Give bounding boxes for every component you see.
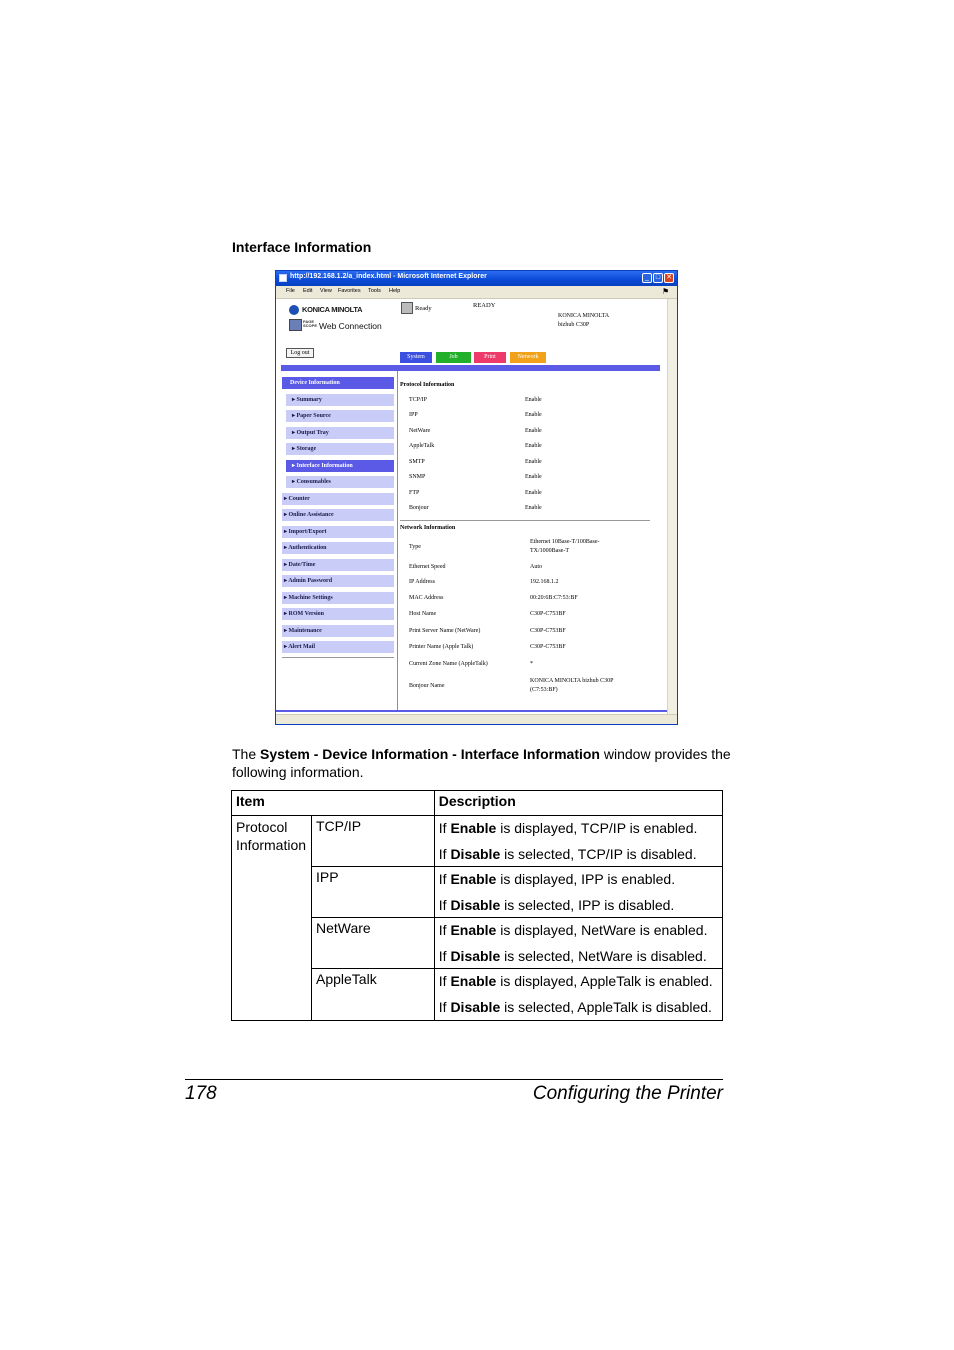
item-cell: TCP/IP: [311, 816, 434, 867]
network-field-name: Host Name: [409, 611, 437, 617]
content-divider: [397, 371, 398, 711]
tab-system[interactable]: System: [400, 352, 432, 363]
nav-label: Machine Settings: [288, 595, 333, 601]
browser-window: [275, 270, 678, 725]
section-heading: Interface Information: [232, 239, 372, 255]
nav-online-assistance[interactable]: ▸ Online Assistance: [282, 509, 394, 521]
model-line-1: KONICA MINOLTA: [558, 313, 610, 319]
item-cell: AppleTalk: [311, 969, 434, 1021]
protocol-name: SNMP: [409, 474, 426, 480]
nav-label: Online Assistance: [288, 512, 334, 518]
network-field-value: C30P-C753BF: [530, 644, 566, 650]
desc-line: If Enable is displayed, AppleTalk is enabled.: [438, 973, 713, 989]
page-number: 178: [185, 1083, 217, 1104]
nav-import-export[interactable]: ▸ Import/Export: [282, 526, 394, 538]
protocol-value: Enable: [525, 474, 542, 480]
bottom-rule: [276, 710, 667, 712]
desc-line: If Enable is displayed, NetWare is enabled.: [438, 922, 708, 938]
minimize-button[interactable]: _: [642, 273, 652, 283]
protocol-value: Enable: [525, 505, 542, 511]
item-cell: IPP: [311, 867, 434, 918]
table-header-row: [232, 791, 723, 816]
desc-line: If Enable is displayed, TCP/IP is enabled.: [438, 820, 698, 836]
network-field-name: Print Server Name (NetWare): [409, 628, 481, 634]
info-table: [231, 790, 723, 1021]
desc-line: If Enable is displayed, IPP is enabled.: [438, 871, 676, 887]
tab-job[interactable]: Job: [436, 352, 471, 363]
konica-minolta-logo-icon: [289, 305, 299, 315]
pagescope-icon: [289, 319, 302, 331]
nav-label: Paper Source: [296, 413, 331, 419]
protocol-info-title: Protocol Information: [400, 382, 455, 388]
nav-date-time[interactable]: ▸ Date/Time: [282, 559, 394, 571]
protocol-name: IPP: [409, 412, 418, 418]
ie-icon: [279, 274, 287, 282]
protocol-name: NetWare: [409, 428, 431, 434]
nav-label: Alert Mail: [288, 644, 316, 650]
nav-output-tray[interactable]: ▸ Output Tray: [286, 427, 394, 439]
pagescope-label: PAGE SCOPE: [303, 319, 318, 328]
network-field-name: MAC Address: [409, 595, 444, 601]
window-title: http://192.168.1.2/a_index.html - Microsoft Internet Explorer: [290, 273, 487, 280]
network-field-value: 00:20:6B:C7:53:BF: [530, 595, 578, 601]
nav-alert-mail[interactable]: ▸ Alert Mail: [282, 641, 394, 653]
nav-divider: [282, 657, 394, 658]
nav-label: Import/Export: [288, 529, 327, 535]
network-field-value: C30P-C753BF: [530, 611, 566, 617]
network-field-value: Auto: [530, 564, 542, 570]
header-item: Item: [232, 791, 435, 816]
description-cell: [434, 969, 722, 1021]
model-name: [558, 312, 609, 330]
nav-paper-source[interactable]: ▸ Paper Source: [286, 410, 394, 422]
protocol-value: Enable: [525, 428, 542, 434]
network-field-value: *: [530, 661, 533, 667]
nav-label: Date/Time: [288, 562, 316, 568]
status-bar: [276, 714, 677, 724]
menu-view[interactable]: View: [320, 288, 332, 294]
desc-line: If Disable is selected, NetWare is disabled.: [438, 948, 707, 964]
nav-rom-version[interactable]: ▸ ROM Version: [282, 608, 394, 620]
nav-maintenance[interactable]: ▸ Maintenance: [282, 625, 394, 637]
logout-button[interactable]: Log out: [286, 348, 314, 358]
tab-underline-bar: [281, 365, 660, 371]
desc-line: If Disable is selected, TCP/IP is disabled.: [438, 846, 697, 862]
menu-bar: [276, 286, 677, 299]
network-field-name: Type: [409, 544, 421, 550]
network-field-name: Bonjour Name: [409, 683, 445, 689]
maximize-button[interactable]: □: [653, 273, 663, 283]
network-field-value: KONICA MINOLTA bizhub C30P: [530, 678, 614, 684]
page-content: [276, 299, 667, 714]
footer-rule: [185, 1079, 723, 1080]
description-cell: [434, 867, 722, 918]
status-label: Ready: [415, 305, 432, 312]
windows-flag-icon: ⚑: [662, 287, 670, 296]
protocol-value: Enable: [525, 412, 542, 418]
intro-paragraph: [232, 745, 732, 781]
intro-text: The: [232, 746, 261, 762]
header-description: Description: [434, 791, 722, 816]
close-button[interactable]: ✕: [664, 273, 674, 283]
vertical-scrollbar[interactable]: [667, 299, 677, 714]
table-row: [232, 816, 723, 867]
description-cell: [434, 816, 722, 867]
network-field-value: (C7:53:BF): [530, 687, 558, 693]
protocol-value: Enable: [525, 443, 542, 449]
nav-machine-settings[interactable]: ▸ Machine Settings: [282, 592, 394, 604]
menu-tools[interactable]: Tools: [368, 288, 381, 294]
tab-print[interactable]: Print: [474, 352, 506, 363]
section-divider: [400, 520, 650, 521]
network-field-name: IP Address: [409, 579, 435, 585]
menu-file[interactable]: File: [286, 288, 295, 294]
nav-device-information[interactable]: Device Information: [282, 377, 394, 389]
network-field-value: TX/1000Base-T: [530, 548, 569, 554]
protocol-name: Bonjour: [409, 505, 429, 511]
nav-label: Storage: [296, 446, 317, 452]
nav-label: Summary: [296, 397, 322, 403]
desc-line: If Disable is selected, AppleTalk is disabled.: [438, 999, 712, 1015]
nav-label: Output Tray: [296, 430, 329, 436]
web-connection-label: Web Connection: [319, 321, 382, 331]
status-value: READY: [473, 302, 496, 309]
nav-label: Consumables: [296, 479, 331, 485]
tab-network[interactable]: Network: [510, 352, 546, 363]
nav-admin-password[interactable]: ▸ Admin Password: [282, 575, 394, 587]
protocol-name: SMTP: [409, 459, 425, 465]
menu-help[interactable]: Help: [389, 288, 401, 294]
network-field-name: Printer Name (Apple Talk): [409, 644, 474, 650]
protocol-value: Enable: [525, 397, 542, 403]
protocol-name: TCP/IP: [409, 397, 428, 403]
nav-authentication[interactable]: ▸ Authentication: [282, 542, 394, 554]
network-field-name: Current Zone Name (AppleTalk): [409, 661, 488, 667]
nav-label: Maintenance: [288, 628, 322, 634]
chapter-title: Configuring the Printer: [532, 1083, 723, 1104]
nav-label: Counter: [288, 496, 310, 502]
description-cell: [434, 918, 722, 969]
group-cell: Protocol Information: [232, 816, 312, 1021]
network-field-value: C30P-C753BF: [530, 628, 566, 634]
nav-label: ROM Version: [288, 611, 325, 617]
nav-interface-information[interactable]: ▸ Interface Information: [286, 460, 394, 472]
intro-path: System - Device Information - Interface Information: [260, 746, 600, 762]
protocol-name: AppleTalk: [409, 443, 435, 449]
network-info-title: Network Information: [400, 525, 456, 531]
protocol-value: Enable: [525, 459, 542, 465]
title-bar: [276, 271, 677, 286]
network-field-name: Ethernet Speed: [409, 564, 446, 570]
nav-counter[interactable]: ▸ Counter: [282, 493, 394, 505]
protocol-value: Enable: [525, 490, 542, 496]
network-field-value: Ethernet 10Base-T/100Base-: [530, 539, 600, 545]
menu-favorites[interactable]: Favorites: [338, 288, 361, 294]
brand-name: KONICA MINOLTA: [302, 305, 363, 314]
desc-line: If Disable is selected, IPP is disabled.: [438, 897, 675, 913]
protocol-name: FTP: [409, 490, 420, 496]
network-field-value: 192.168.1.2: [530, 579, 559, 585]
menu-edit[interactable]: Edit: [303, 288, 313, 294]
printer-status-icon: [401, 302, 413, 314]
nav-label: Admin Password: [288, 578, 333, 584]
nav-summary[interactable]: ▸ Summary: [286, 394, 394, 406]
nav-storage[interactable]: ▸ Storage: [286, 443, 394, 455]
nav-label: Authentication: [288, 545, 327, 551]
nav-label: Interface Information: [296, 463, 353, 469]
intro-text-end: window provides the following information.: [232, 746, 731, 780]
item-cell: NetWare: [311, 918, 434, 969]
nav-consumables[interactable]: ▸ Consumables: [286, 476, 394, 488]
model-line-2: bizhub C30P: [558, 322, 590, 328]
